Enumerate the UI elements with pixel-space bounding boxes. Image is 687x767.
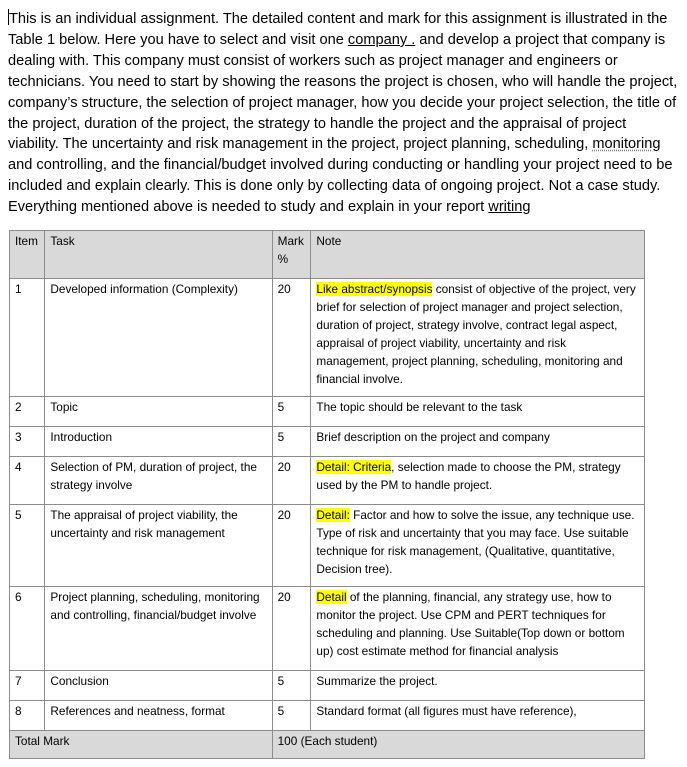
- row-mark: 20: [272, 279, 311, 397]
- row-task: Selection of PM, duration of project, the strategy involve: [45, 457, 272, 505]
- total-label: Total Mark: [10, 731, 273, 759]
- table-row: [10, 427, 645, 457]
- row-mark: 20: [272, 587, 311, 671]
- note-text: of the planning, financial, any strategy use, how to monitor the project. Use CPM and PERT techniques for scheduling and planning. Use Suitable(Top down or bottom up) cost estimate method for financial analysis: [316, 590, 625, 658]
- note-text: , selection made to choose the PM, strategy used by the PM to handle project.: [316, 460, 621, 492]
- row-task: Conclusion: [45, 671, 272, 701]
- row-mark: 5: [272, 397, 311, 427]
- note-highlight: Detail:: [316, 508, 350, 522]
- company-link[interactable]: company .: [347, 31, 416, 48]
- intro-paragraph: [8, 9, 680, 218]
- row-item: 5: [10, 505, 45, 587]
- assignment-table: [9, 230, 645, 759]
- row-item: 6: [10, 587, 45, 671]
- table-row: [10, 397, 645, 427]
- row-note: [311, 457, 645, 505]
- row-mark: 5: [272, 701, 311, 731]
- note-text: The topic should be relevant to the task: [316, 400, 523, 414]
- note-text: Summarize the project.: [316, 674, 438, 688]
- table-row: [10, 701, 645, 731]
- row-item: 3: [10, 427, 45, 457]
- table-row: [10, 671, 645, 701]
- note-highlight: Like abstract/synopsis: [316, 282, 433, 296]
- row-note: [311, 397, 645, 427]
- row-item: 7: [10, 671, 45, 701]
- row-note: [311, 701, 645, 731]
- header-item: Item: [10, 231, 45, 279]
- table-row: [10, 505, 645, 587]
- row-note: [311, 427, 645, 457]
- note-text: Standard format (all figures must have reference),: [316, 704, 577, 718]
- table-row: [10, 457, 645, 505]
- row-item: 4: [10, 457, 45, 505]
- intro-text-1: This is an individual assignment. The detailed content and mark for this assignment is illustrated in the Table 1 below. Here you have to select and visit one: [8, 11, 668, 48]
- table-header-row: [10, 231, 645, 279]
- row-task: Developed information (Complexity): [45, 279, 272, 397]
- note-highlight: Detail: Criteria: [316, 460, 392, 474]
- row-note: [311, 587, 645, 671]
- header-note: Note: [311, 231, 645, 279]
- intro-text-3: and controlling, and the financial/budget involved during conducting or handling your project need to be included and explain clearly. This is done only by collecting data of ongoing project. Not a case study. Everything mentioned above is needed to study and explain in your report: [8, 157, 673, 216]
- note-highlight: Detail: [316, 590, 347, 604]
- row-task: The appraisal of project viability, the uncertainty and risk management: [45, 505, 272, 587]
- row-task: Project planning, scheduling, monitoring and controlling, financial/budget involve: [45, 587, 272, 671]
- row-item: 8: [10, 701, 45, 731]
- total-row: [10, 731, 645, 759]
- header-task: Task: [45, 231, 272, 279]
- row-mark: 20: [272, 457, 311, 505]
- row-note: [311, 279, 645, 397]
- header-mark: [272, 231, 311, 279]
- writing-link[interactable]: writing: [488, 199, 531, 216]
- note-text: consist of objective of the project, very brief for selection of project manager and project selection, duration of project, strategy involve, contract legal aspect, appraisal of project viability, uncertainty and risk management, project planning, scheduling, monitoring and financial involve.: [316, 282, 636, 386]
- intro-text-2: and develop a project that company is dealing with. This company must consist of workers such as project manager and engineers or technicians. You need to start by showing the reasons the project is chosen, who will handle the project, company’s structure, the selection of project manager, how you decide your project selection, the title of the project, duration of the project, the strategy to handle the project and the appraisal of project viability. The uncertainty and risk management in the project, project planning, scheduling,: [8, 31, 678, 153]
- row-item: 1: [10, 279, 45, 397]
- row-task: Topic: [45, 397, 272, 427]
- row-mark: 5: [272, 671, 311, 701]
- table-row: [10, 279, 645, 397]
- note-text: Brief description on the project and company: [316, 430, 550, 444]
- row-note: [311, 505, 645, 587]
- header-mark-label: Mark %: [277, 234, 304, 266]
- row-task: Introduction: [45, 427, 272, 457]
- table-row: [10, 587, 645, 671]
- note-text: Factor and how to solve the issue, any technique use. Type of risk and uncertainty that you may face. Use suitable technique for risk management, (Qualitative, quantitative, Decision tree).: [316, 508, 635, 576]
- row-mark: 20: [272, 505, 311, 587]
- spellcheck-word-monitoring[interactable]: monitoring: [592, 136, 661, 153]
- row-note: [311, 671, 645, 701]
- row-task: References and neatness, format: [45, 701, 272, 731]
- row-mark: 5: [272, 427, 311, 457]
- total-value: 100 (Each student): [272, 731, 644, 759]
- row-item: 2: [10, 397, 45, 427]
